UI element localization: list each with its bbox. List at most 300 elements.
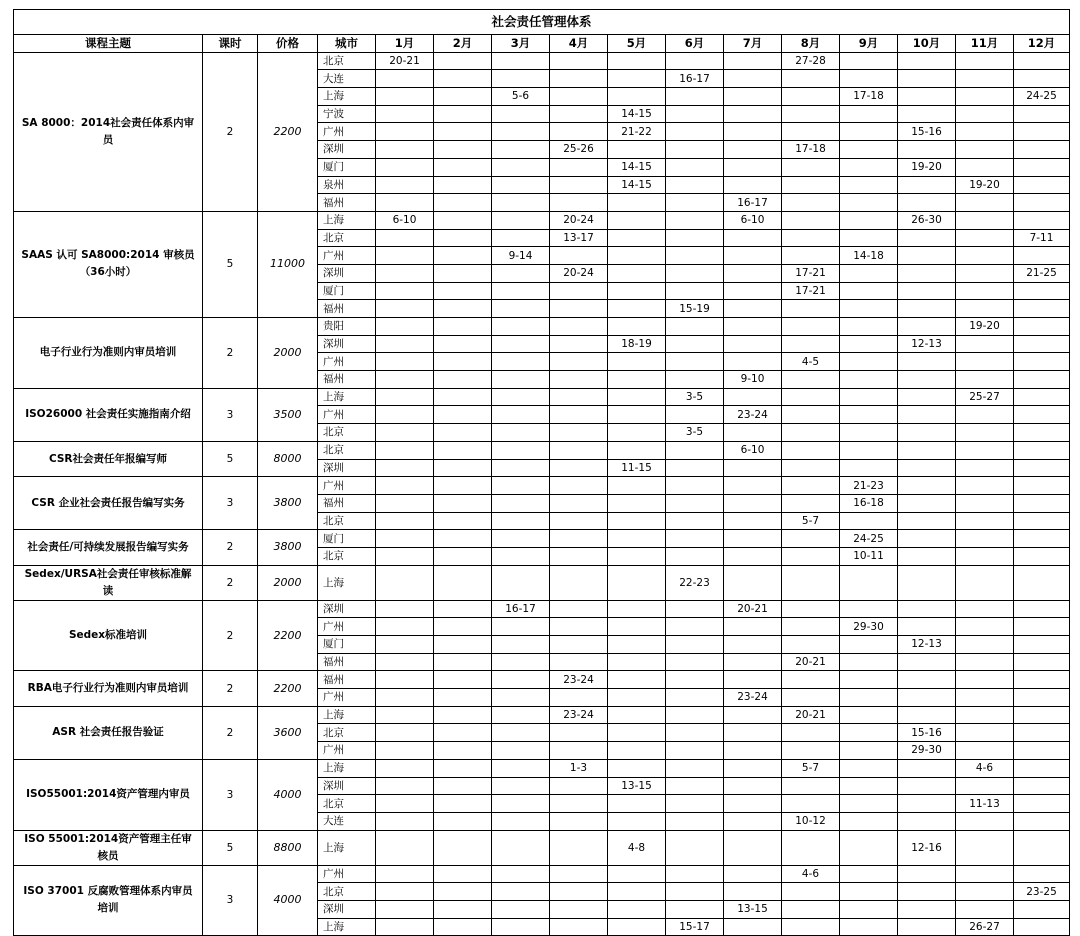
course-name: ISO55001:2014资产管理内审员 <box>14 759 203 830</box>
date-cell <box>376 865 434 883</box>
date-cell <box>666 759 724 777</box>
date-cell <box>376 830 434 865</box>
date-cell: 24-25 <box>840 530 898 548</box>
date-cell <box>434 70 492 88</box>
date-cell <box>724 282 782 300</box>
date-cell <box>782 229 840 247</box>
date-cell <box>492 865 550 883</box>
schedule-table <box>13 9 1070 936</box>
city-cell: 泉州 <box>318 176 376 194</box>
course-price: 2000 <box>258 318 318 389</box>
date-cell <box>782 671 840 689</box>
date-cell <box>434 724 492 742</box>
date-cell <box>724 706 782 724</box>
date-cell <box>724 88 782 106</box>
date-cell <box>840 158 898 176</box>
city-cell: 福州 <box>318 300 376 318</box>
date-cell <box>956 600 1014 618</box>
date-cell <box>1014 900 1070 918</box>
date-cell <box>1014 70 1070 88</box>
date-cell <box>608 812 666 830</box>
date-cell <box>1014 318 1070 336</box>
date-cell <box>550 406 608 424</box>
date-cell <box>434 671 492 689</box>
date-cell <box>376 123 434 141</box>
date-cell <box>434 424 492 442</box>
date-cell <box>898 388 956 406</box>
date-cell <box>492 264 550 282</box>
course-name: SAAS 认可 SA8000:2014 审核员（36小时） <box>14 211 203 317</box>
date-cell <box>1014 600 1070 618</box>
date-cell <box>666 158 724 176</box>
date-cell: 6-10 <box>724 441 782 459</box>
date-cell <box>956 494 1014 512</box>
city-cell: 广州 <box>318 477 376 495</box>
date-cell <box>898 441 956 459</box>
date-cell <box>782 777 840 795</box>
date-cell <box>492 406 550 424</box>
date-cell <box>898 777 956 795</box>
date-cell <box>956 282 1014 300</box>
date-cell <box>956 141 1014 159</box>
date-cell <box>550 689 608 707</box>
date-cell: 20-21 <box>782 706 840 724</box>
date-cell <box>376 335 434 353</box>
date-cell <box>840 900 898 918</box>
date-cell: 16-18 <box>840 494 898 512</box>
date-cell <box>608 759 666 777</box>
date-cell <box>666 742 724 760</box>
date-cell: 4-6 <box>956 759 1014 777</box>
date-cell: 14-15 <box>608 158 666 176</box>
city-cell: 广州 <box>318 247 376 265</box>
date-cell <box>550 795 608 813</box>
date-cell <box>434 247 492 265</box>
course-hours: 3 <box>203 477 258 530</box>
city-cell: 上海 <box>318 211 376 229</box>
date-cell <box>608 247 666 265</box>
date-cell <box>376 371 434 389</box>
city-cell: 上海 <box>318 918 376 936</box>
date-cell <box>492 706 550 724</box>
date-cell <box>724 918 782 936</box>
date-cell <box>724 353 782 371</box>
date-cell <box>492 424 550 442</box>
date-cell: 27-28 <box>782 52 840 70</box>
date-cell <box>898 653 956 671</box>
date-cell <box>376 424 434 442</box>
column-header: 4月 <box>550 35 608 53</box>
table-row <box>14 318 1070 336</box>
date-cell: 5-6 <box>492 88 550 106</box>
date-cell: 12-13 <box>898 636 956 654</box>
column-header: 课时 <box>203 35 258 53</box>
date-cell <box>782 795 840 813</box>
city-cell: 上海 <box>318 565 376 600</box>
date-cell <box>550 918 608 936</box>
date-cell <box>376 353 434 371</box>
date-cell <box>1014 530 1070 548</box>
column-header: 价格 <box>258 35 318 53</box>
date-cell <box>724 477 782 495</box>
date-cell <box>434 547 492 565</box>
date-cell <box>492 795 550 813</box>
date-cell: 3-5 <box>666 424 724 442</box>
date-cell <box>956 706 1014 724</box>
date-cell <box>956 88 1014 106</box>
date-cell <box>492 441 550 459</box>
date-cell: 19-20 <box>898 158 956 176</box>
date-cell <box>608 52 666 70</box>
date-cell <box>550 353 608 371</box>
date-cell <box>840 441 898 459</box>
course-price: 3500 <box>258 388 318 441</box>
course-price: 2200 <box>258 600 318 671</box>
city-cell: 北京 <box>318 424 376 442</box>
date-cell <box>608 795 666 813</box>
date-cell <box>1014 176 1070 194</box>
date-cell <box>608 211 666 229</box>
date-cell: 21-22 <box>608 123 666 141</box>
date-cell <box>1014 636 1070 654</box>
date-cell <box>434 211 492 229</box>
column-header: 10月 <box>898 35 956 53</box>
date-cell <box>550 777 608 795</box>
date-cell <box>898 565 956 600</box>
date-cell <box>608 512 666 530</box>
city-cell: 深圳 <box>318 600 376 618</box>
date-cell <box>1014 795 1070 813</box>
table-row <box>14 52 1070 70</box>
date-cell <box>434 865 492 883</box>
course-hours: 3 <box>203 388 258 441</box>
date-cell <box>1014 441 1070 459</box>
date-cell <box>666 282 724 300</box>
date-cell <box>608 900 666 918</box>
date-cell <box>434 706 492 724</box>
date-cell: 17-18 <box>840 88 898 106</box>
date-cell <box>376 742 434 760</box>
date-cell <box>666 371 724 389</box>
date-cell <box>956 865 1014 883</box>
date-cell <box>550 300 608 318</box>
date-cell <box>666 105 724 123</box>
date-cell <box>724 123 782 141</box>
date-cell <box>376 441 434 459</box>
date-cell <box>492 52 550 70</box>
date-cell <box>376 477 434 495</box>
date-cell <box>724 459 782 477</box>
date-cell: 7-11 <box>1014 229 1070 247</box>
date-cell: 13-17 <box>550 229 608 247</box>
date-cell <box>724 70 782 88</box>
date-cell <box>782 600 840 618</box>
date-cell <box>956 618 1014 636</box>
date-cell: 15-17 <box>666 918 724 936</box>
date-cell <box>550 600 608 618</box>
date-cell <box>782 530 840 548</box>
date-cell: 3-5 <box>666 388 724 406</box>
date-cell <box>724 530 782 548</box>
date-cell <box>724 724 782 742</box>
date-cell <box>666 689 724 707</box>
date-cell <box>376 158 434 176</box>
column-header: 3月 <box>492 35 550 53</box>
date-cell <box>1014 406 1070 424</box>
date-cell <box>550 830 608 865</box>
date-cell <box>666 530 724 548</box>
date-cell <box>840 211 898 229</box>
date-cell <box>1014 353 1070 371</box>
date-cell <box>956 883 1014 901</box>
date-cell <box>666 194 724 212</box>
column-header: 课程主题 <box>14 35 203 53</box>
date-cell <box>956 530 1014 548</box>
date-cell <box>956 441 1014 459</box>
date-cell <box>956 247 1014 265</box>
city-cell: 北京 <box>318 229 376 247</box>
date-cell: 15-19 <box>666 300 724 318</box>
date-cell <box>376 388 434 406</box>
date-cell <box>898 547 956 565</box>
date-cell <box>550 52 608 70</box>
date-cell <box>840 229 898 247</box>
date-cell <box>492 141 550 159</box>
date-cell: 29-30 <box>898 742 956 760</box>
date-cell <box>724 653 782 671</box>
date-cell: 20-24 <box>550 211 608 229</box>
date-cell <box>724 618 782 636</box>
date-cell: 15-16 <box>898 123 956 141</box>
city-cell: 广州 <box>318 406 376 424</box>
city-cell: 广州 <box>318 618 376 636</box>
date-cell: 13-15 <box>608 777 666 795</box>
date-cell <box>376 618 434 636</box>
date-cell: 17-21 <box>782 282 840 300</box>
city-cell: 北京 <box>318 795 376 813</box>
date-cell <box>840 371 898 389</box>
date-cell <box>376 70 434 88</box>
date-cell <box>724 388 782 406</box>
date-cell <box>376 565 434 600</box>
date-cell <box>724 636 782 654</box>
date-cell <box>724 424 782 442</box>
date-cell <box>782 335 840 353</box>
date-cell <box>434 812 492 830</box>
date-cell <box>434 353 492 371</box>
city-cell: 深圳 <box>318 264 376 282</box>
date-cell: 11-15 <box>608 459 666 477</box>
date-cell <box>1014 247 1070 265</box>
date-cell <box>840 724 898 742</box>
date-cell <box>608 742 666 760</box>
date-cell <box>376 105 434 123</box>
city-cell: 上海 <box>318 830 376 865</box>
date-cell <box>550 494 608 512</box>
date-cell <box>608 600 666 618</box>
date-cell <box>956 547 1014 565</box>
date-cell <box>434 176 492 194</box>
date-cell <box>840 105 898 123</box>
date-cell <box>608 194 666 212</box>
date-cell: 16-17 <box>492 600 550 618</box>
date-cell <box>898 812 956 830</box>
course-price: 3800 <box>258 477 318 530</box>
date-cell <box>434 830 492 865</box>
table-row <box>14 759 1070 777</box>
date-cell <box>666 494 724 512</box>
date-cell <box>956 477 1014 495</box>
city-cell: 深圳 <box>318 459 376 477</box>
date-cell: 10-11 <box>840 547 898 565</box>
date-cell <box>550 547 608 565</box>
date-cell <box>492 724 550 742</box>
date-cell <box>898 353 956 371</box>
date-cell <box>608 494 666 512</box>
date-cell <box>666 211 724 229</box>
course-hours: 3 <box>203 865 258 936</box>
course-name: Sedex标准培训 <box>14 600 203 671</box>
date-cell <box>724 883 782 901</box>
date-cell <box>608 388 666 406</box>
date-cell <box>724 247 782 265</box>
date-cell <box>956 52 1014 70</box>
date-cell <box>1014 565 1070 600</box>
date-cell <box>550 88 608 106</box>
date-cell: 9-14 <box>492 247 550 265</box>
date-cell <box>898 264 956 282</box>
date-cell <box>840 777 898 795</box>
date-cell <box>1014 158 1070 176</box>
date-cell <box>956 671 1014 689</box>
date-cell <box>376 247 434 265</box>
date-cell <box>550 388 608 406</box>
table-row <box>14 600 1070 618</box>
date-cell <box>434 406 492 424</box>
date-cell <box>840 830 898 865</box>
date-cell <box>492 282 550 300</box>
column-header: 城市 <box>318 35 376 53</box>
date-cell <box>608 141 666 159</box>
date-cell <box>782 123 840 141</box>
date-cell <box>434 335 492 353</box>
date-cell <box>898 105 956 123</box>
course-name: 电子行业行为准则内审员培训 <box>14 318 203 389</box>
course-name: ASR 社会责任报告验证 <box>14 706 203 759</box>
date-cell <box>376 194 434 212</box>
column-header: 2月 <box>434 35 492 53</box>
city-cell: 广州 <box>318 689 376 707</box>
date-cell <box>434 636 492 654</box>
date-cell: 16-17 <box>724 194 782 212</box>
table-row <box>14 211 1070 229</box>
date-cell <box>376 88 434 106</box>
date-cell <box>1014 742 1070 760</box>
date-cell <box>492 653 550 671</box>
date-cell <box>724 547 782 565</box>
date-cell <box>666 671 724 689</box>
column-header: 11月 <box>956 35 1014 53</box>
date-cell: 15-16 <box>898 724 956 742</box>
date-cell <box>724 777 782 795</box>
date-cell <box>898 883 956 901</box>
date-cell <box>492 618 550 636</box>
date-cell <box>724 141 782 159</box>
table-title: 社会责任管理体系 <box>14 10 1070 35</box>
date-cell <box>724 105 782 123</box>
date-cell <box>956 335 1014 353</box>
city-cell: 上海 <box>318 88 376 106</box>
course-name: CSR 企业社会责任报告编写实务 <box>14 477 203 530</box>
date-cell: 4-8 <box>608 830 666 865</box>
date-cell <box>608 353 666 371</box>
column-header: 1月 <box>376 35 434 53</box>
date-cell: 25-26 <box>550 141 608 159</box>
date-cell <box>376 264 434 282</box>
course-price: 11000 <box>258 211 318 317</box>
date-cell <box>898 88 956 106</box>
course-hours: 2 <box>203 600 258 671</box>
date-cell <box>550 530 608 548</box>
date-cell <box>782 70 840 88</box>
date-cell: 9-10 <box>724 371 782 389</box>
date-cell <box>608 318 666 336</box>
date-cell <box>376 282 434 300</box>
date-cell <box>492 477 550 495</box>
date-cell <box>840 141 898 159</box>
date-cell <box>434 883 492 901</box>
city-cell: 宁波 <box>318 105 376 123</box>
date-cell <box>376 300 434 318</box>
course-name: 社会责任/可持续发展报告编写实务 <box>14 530 203 565</box>
date-cell: 5-7 <box>782 759 840 777</box>
course-hours: 2 <box>203 671 258 706</box>
course-price: 8000 <box>258 441 318 476</box>
date-cell <box>434 494 492 512</box>
city-cell: 福州 <box>318 494 376 512</box>
date-cell: 23-24 <box>724 406 782 424</box>
date-cell <box>956 424 1014 442</box>
date-cell <box>898 459 956 477</box>
date-cell <box>434 918 492 936</box>
date-cell: 14-18 <box>840 247 898 265</box>
date-cell <box>492 176 550 194</box>
date-cell <box>782 900 840 918</box>
date-cell <box>1014 459 1070 477</box>
date-cell <box>898 530 956 548</box>
date-cell <box>376 547 434 565</box>
date-cell <box>1014 547 1070 565</box>
date-cell <box>666 88 724 106</box>
course-name: Sedex/URSA社会责任审核标准解读 <box>14 565 203 600</box>
date-cell <box>840 388 898 406</box>
date-cell <box>898 512 956 530</box>
course-hours: 3 <box>203 759 258 830</box>
date-cell <box>956 812 1014 830</box>
date-cell <box>492 759 550 777</box>
date-cell <box>840 600 898 618</box>
date-cell <box>840 689 898 707</box>
date-cell <box>724 229 782 247</box>
date-cell <box>782 158 840 176</box>
date-cell <box>840 282 898 300</box>
date-cell <box>376 141 434 159</box>
date-cell <box>550 194 608 212</box>
course-price: 3600 <box>258 706 318 759</box>
date-cell <box>550 424 608 442</box>
date-cell <box>492 194 550 212</box>
date-cell <box>434 777 492 795</box>
